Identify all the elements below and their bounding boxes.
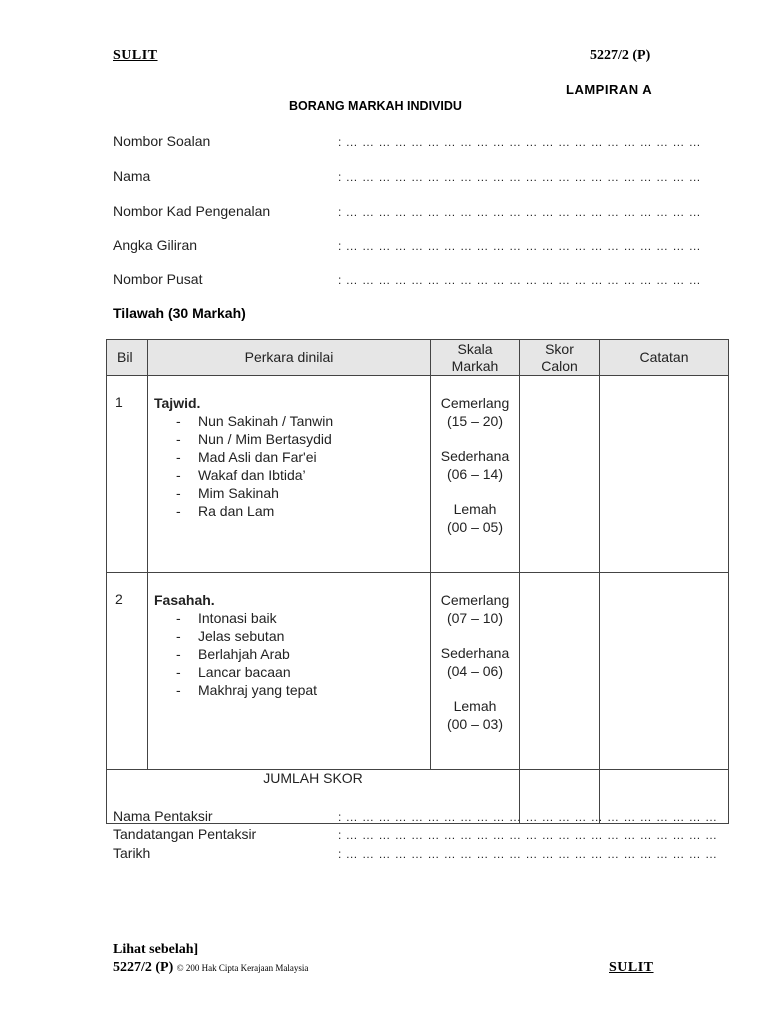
assessor-signature-value: : … … … … … … … … … … … … … … … … … … … … … … … xyxy=(338,828,718,842)
scale-cell xyxy=(431,376,520,573)
header-skala xyxy=(431,340,520,376)
criterion-item: - Berlahjah Arab xyxy=(176,645,430,663)
criterion-items xyxy=(154,412,430,520)
scale-name: Lemah xyxy=(453,501,497,517)
header-catatan: Catatan xyxy=(600,340,729,376)
criterion-item: - Jelas sebutan xyxy=(176,627,430,645)
header-skala-line2: Markah xyxy=(451,357,499,374)
scale-range: (06 – 14) xyxy=(446,466,504,482)
criterion-item: - Mim Sakinah xyxy=(176,484,430,502)
header-skor-line1: Skor xyxy=(545,340,574,357)
table-row xyxy=(107,376,729,573)
field-value-nombor-pusat: : … … … … … … … … … … … … … … … … … … … … … … xyxy=(338,273,702,287)
field-value-angka-giliran: : … … … … … … … … … … … … … … … … … … … … … … xyxy=(338,239,702,253)
table-row xyxy=(107,573,729,770)
scale-group xyxy=(431,697,519,733)
notes-cell[interactable] xyxy=(600,573,729,770)
scale-name: Lemah xyxy=(453,698,497,714)
field-label-nombor-soalan: Nombor Soalan xyxy=(113,133,211,149)
header-bil: Bil xyxy=(107,340,148,376)
header-skor xyxy=(520,340,600,376)
scale-group xyxy=(431,644,519,680)
scale-range: (15 – 20) xyxy=(446,413,504,429)
scale-group xyxy=(431,591,519,627)
score-cell[interactable] xyxy=(520,376,600,573)
form-title: BORANG MARKAH INDIVIDU xyxy=(289,99,462,113)
scale-cell xyxy=(431,573,520,770)
field-value-kad-pengenalan: : … … … … … … … … … … … … … … … … … … … … … … xyxy=(338,205,702,219)
header-skala-line1: Skala xyxy=(457,340,493,357)
header-perkara: Perkara dinilai xyxy=(148,340,431,376)
table-header-row xyxy=(107,340,729,376)
assessor-signature-label: Tandatangan Pentaksir xyxy=(113,826,257,842)
date-label: Tarikh xyxy=(113,845,151,861)
field-label-nama: Nama xyxy=(113,168,151,184)
assessor-name-value: : … … … … … … … … … … … … … … … … … … … … … … … xyxy=(338,810,718,824)
row-number: 2 xyxy=(107,573,148,770)
copyright-text: © 200 Hak Cipta Kerajaan Malaysia xyxy=(176,963,309,973)
scale-name: Sederhana xyxy=(440,448,510,464)
marks-table xyxy=(106,339,729,824)
section-title: Tilawah (30 Markah) xyxy=(113,305,246,321)
total-score-label: JUMLAH SKOR xyxy=(107,770,520,824)
date-value: : … … … … … … … … … … … … … … … … … … … … … … … xyxy=(338,847,718,861)
criterion-item: - Lancar bacaan xyxy=(176,663,430,681)
scale-name: Sederhana xyxy=(440,645,510,661)
criterion-item: - Makhraj yang tepat xyxy=(176,681,430,699)
score-cell[interactable] xyxy=(520,573,600,770)
criterion-item: - Ra dan Lam xyxy=(176,502,430,520)
criterion-cell xyxy=(148,573,431,770)
footer-paper-code: 5227/2 (P) xyxy=(113,960,174,975)
criterion-item: - Mad Asli dan Far'ei xyxy=(176,448,430,466)
criterion-item: - Intonasi baik xyxy=(176,609,430,627)
scale-range: (04 – 06) xyxy=(446,663,504,679)
criterion-title: Fasahah. xyxy=(154,592,215,608)
criterion-items xyxy=(154,609,430,699)
scale-group xyxy=(431,447,519,483)
scale-name: Cemerlang xyxy=(440,592,510,608)
scale-group xyxy=(431,500,519,536)
scale-range: (00 – 05) xyxy=(446,519,504,535)
criterion-item: - Wakaf dan Ibtida’ xyxy=(176,466,430,484)
field-label-nombor-pusat: Nombor Pusat xyxy=(113,271,203,287)
header-skor-line2: Calon xyxy=(541,357,578,374)
scale-range: (07 – 10) xyxy=(446,610,504,626)
scale-name: Cemerlang xyxy=(440,395,510,411)
footer-classification-label: SULIT xyxy=(609,960,654,975)
scale-group xyxy=(431,394,519,430)
criterion-title: Tajwid. xyxy=(154,395,201,411)
field-label-angka-giliran: Angka Giliran xyxy=(113,237,198,253)
criterion-item: - Nun Sakinah / Tanwin xyxy=(176,412,430,430)
classification-label: SULIT xyxy=(113,48,158,63)
attachment-label: LAMPIRAN A xyxy=(566,82,653,97)
criterion-item: - Nun / Mim Bertasydid xyxy=(176,430,430,448)
field-label-kad-pengenalan: Nombor Kad Pengenalan xyxy=(113,203,271,219)
row-number: 1 xyxy=(107,376,148,573)
criterion-cell xyxy=(148,376,431,573)
field-value-nama: : … … … … … … … … … … … … … … … … … … … … … … xyxy=(338,170,702,184)
footer-code xyxy=(113,960,308,976)
field-value-nombor-soalan: : … … … … … … … … … … … … … … … … … … … … … … xyxy=(338,135,702,149)
next-page-note: Lihat sebelah] xyxy=(113,942,199,957)
scale-range: (00 – 03) xyxy=(446,716,504,732)
assessor-name-label: Nama Pentaksir xyxy=(113,808,213,824)
paper-code: 5227/2 (P) xyxy=(590,48,651,63)
notes-cell[interactable] xyxy=(600,376,729,573)
